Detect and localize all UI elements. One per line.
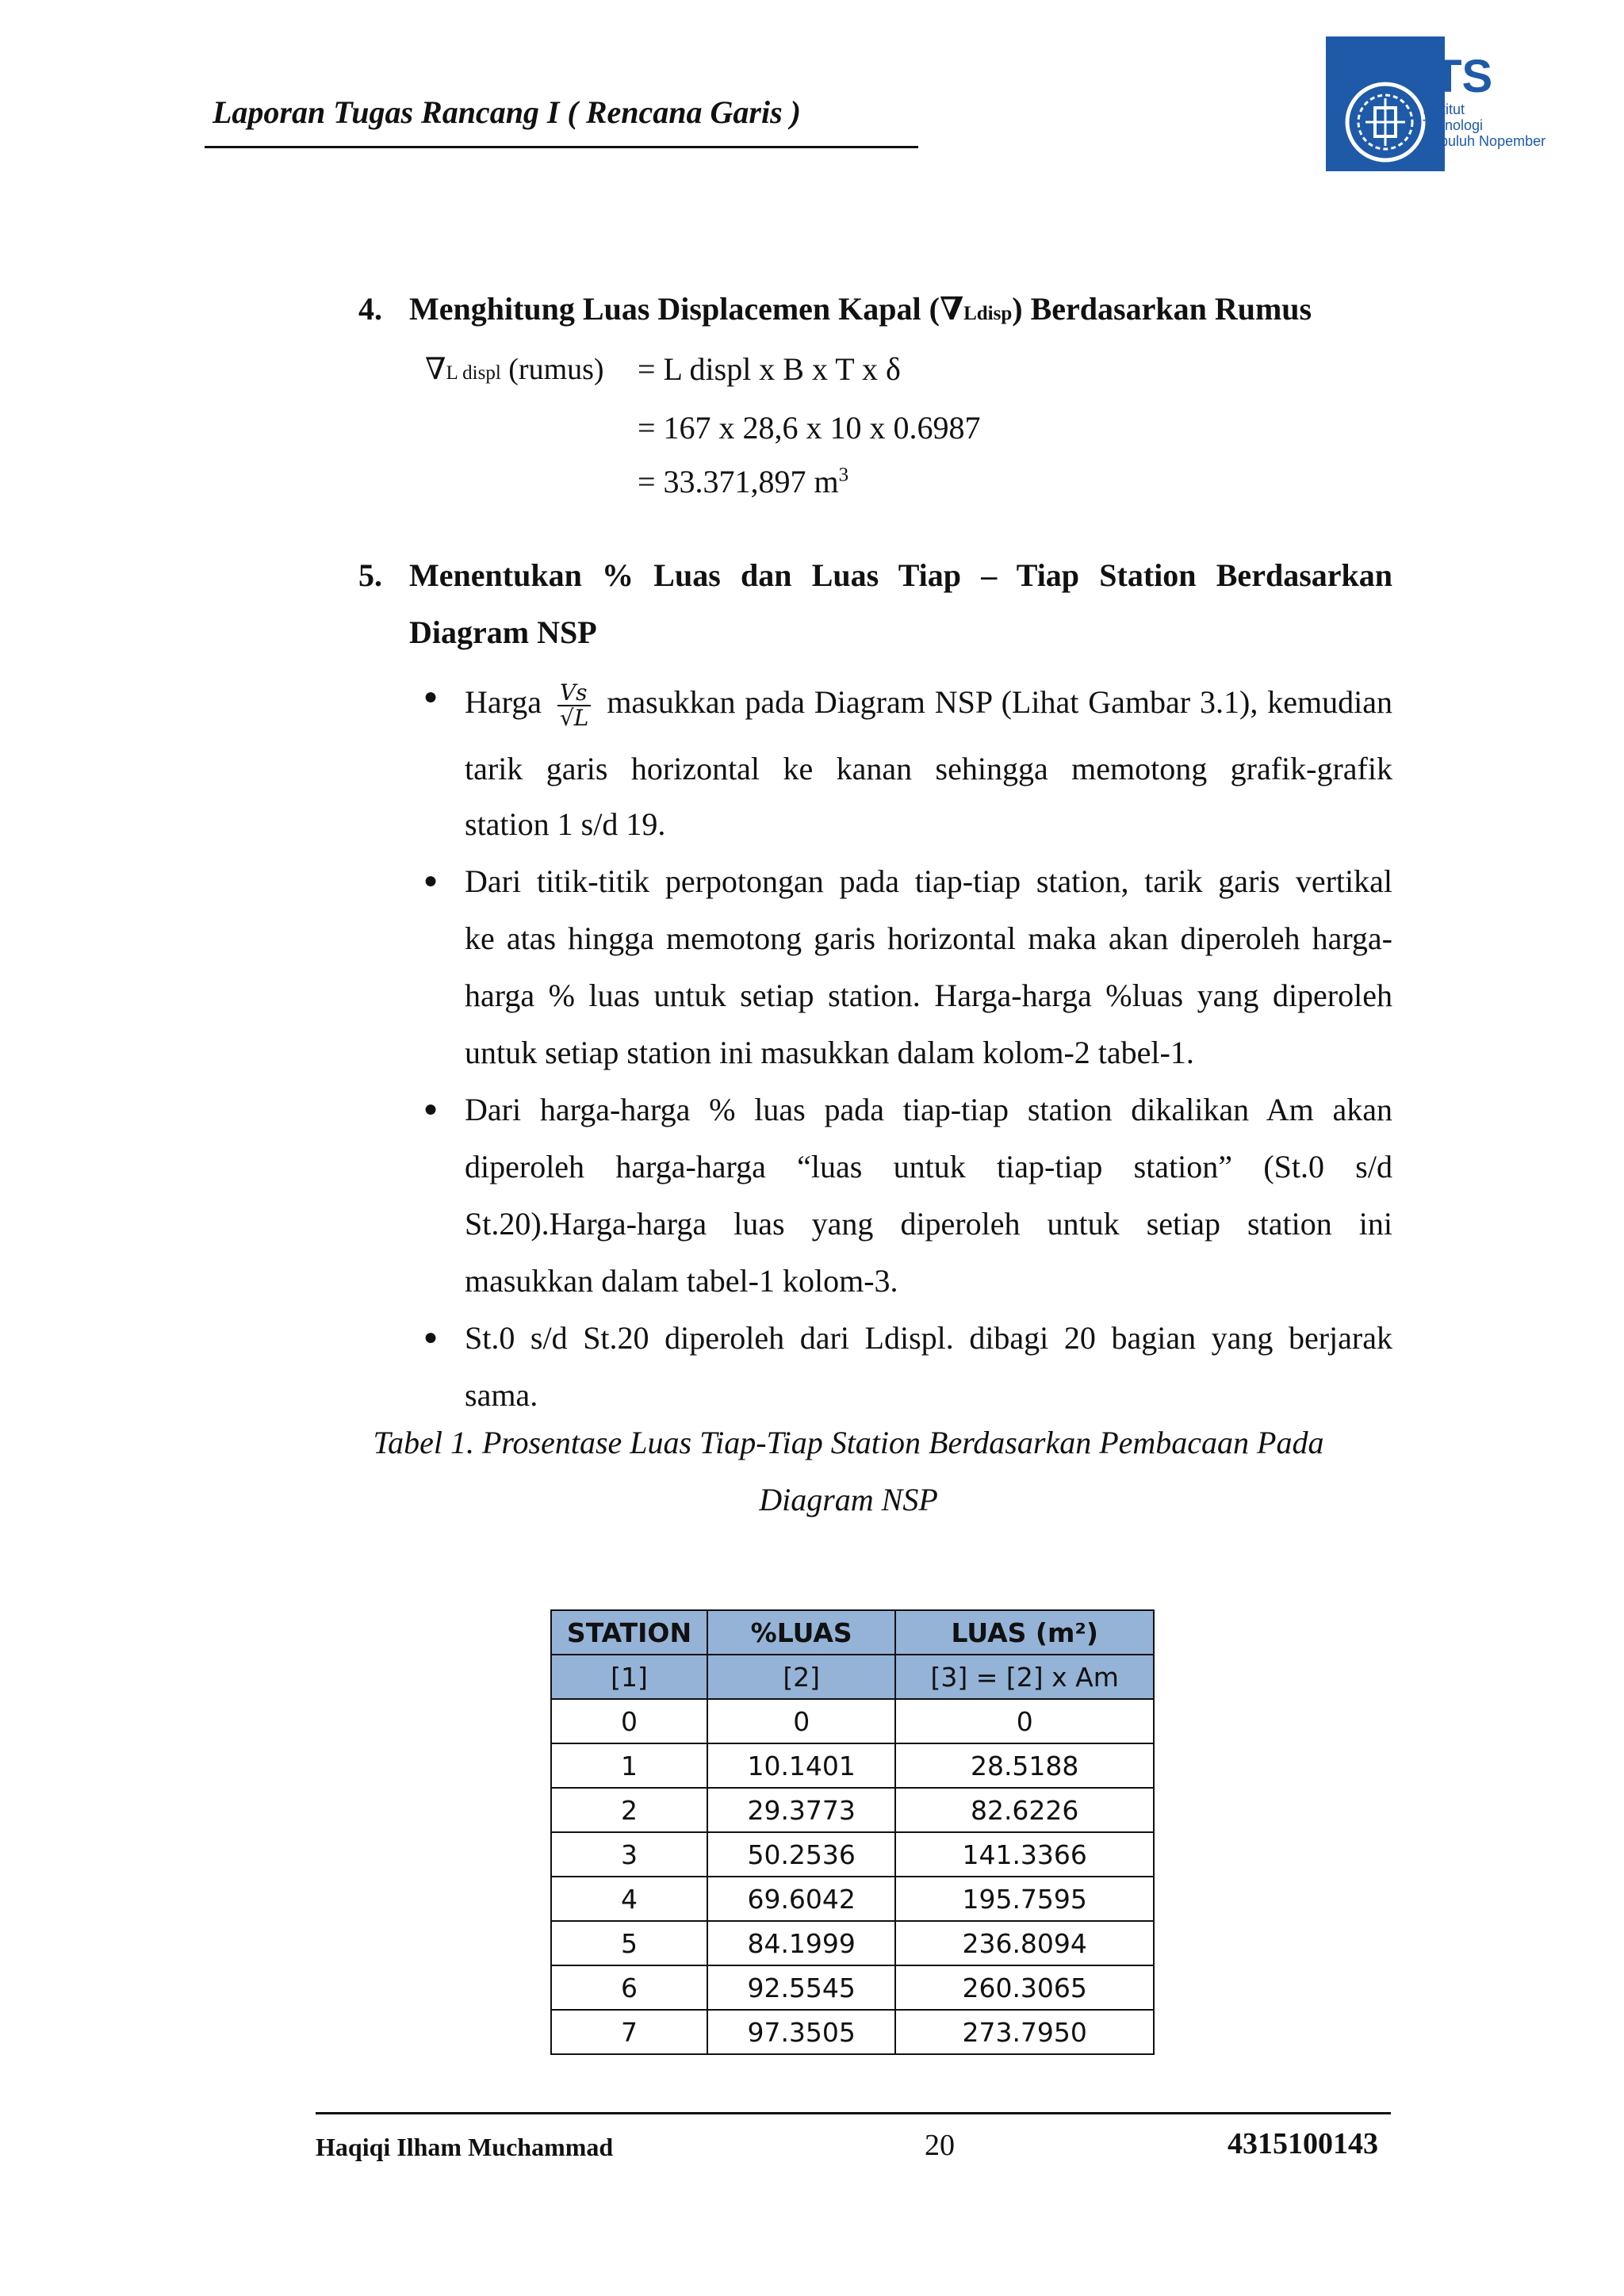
cell-area: 195.7595: [895, 1877, 1154, 1921]
cell-station: 3: [551, 1832, 707, 1877]
page-number: 20: [925, 2129, 955, 2162]
bullet-2-line-2: ke atas hingga memotong garis horizontal maka akan diperoleh harga-: [465, 920, 1392, 956]
bullet-1-line-1: [465, 671, 1392, 734]
table-row: [551, 1921, 1154, 1965]
formula-lhs-rest: (rumus): [500, 353, 604, 386]
bullet-2-line-4: untuk setiap station ini masukkan dalam kolom-2 tabel-1.: [465, 1035, 1194, 1070]
cell-percent: 0: [707, 1699, 895, 1743]
cell-station: 5: [551, 1921, 707, 1965]
formula-result: = 33.371,897 m: [638, 464, 839, 499]
cell-station: 4: [551, 1877, 707, 1921]
table-row: [551, 2010, 1154, 2054]
bullet-1-line-2: tarik garis horizontal ke kanan sehingga memotong grafik-grafik: [465, 751, 1392, 786]
footer-student-id: 4315100143: [1228, 2127, 1378, 2160]
header-percent-area: %LUAS: [707, 1610, 895, 1655]
bullet-4-line-1: St.0 s/d St.20 diperoleh dari Ldispl. dibagi 20 bagian yang berjarak: [465, 1320, 1392, 1356]
table-header-row: [551, 1610, 1154, 1655]
bullet-1-rest: masukkan pada Diagram NSP (Lihat Gambar 3.1), kemudian: [607, 684, 1392, 720]
formula-result-sup: 3: [838, 464, 849, 486]
table-row: [551, 1832, 1154, 1877]
bullet-3-line-4: masukkan dalam tabel-1 kolom-3.: [465, 1263, 898, 1299]
table-row: [551, 1743, 1154, 1788]
fraction-denominator: √L: [559, 704, 589, 731]
section-5-heading-line-2: Diagram NSP: [409, 614, 597, 650]
logo-sub-3: Sepuluh Nopember: [1423, 133, 1546, 149]
subheader-3: [3] = [2] x Am: [895, 1655, 1154, 1699]
cell-area: 260.3065: [895, 1965, 1154, 2010]
bullet-2-line-3: harga % luas untuk setiap station. Harga-harga %luas yang diperoleh: [465, 978, 1392, 1013]
cell-station: 1: [551, 1743, 707, 1788]
table-subheader-row: [551, 1655, 1154, 1699]
its-logo: [1326, 36, 1556, 171]
formula-line-3: [638, 453, 848, 511]
cell-area: 141.3366: [895, 1832, 1154, 1877]
cell-station: 0: [551, 1699, 707, 1743]
cell-percent: 69.6042: [707, 1877, 895, 1921]
bullet-1-line-3: station 1 s/d 19.: [465, 806, 666, 842]
bullet-3-line-3: St.20).Harga-harga luas yang diperoleh untuk setiap station ini: [465, 1206, 1392, 1242]
section-5-number: 5.: [358, 557, 382, 593]
station-area-table: [550, 1609, 1155, 2055]
cell-percent: 92.5545: [707, 1965, 895, 2010]
bullet-1-harga: Harga: [465, 684, 542, 720]
cell-area: 273.7950: [895, 2010, 1154, 2054]
cell-station: 7: [551, 2010, 707, 2054]
bullet-3-line-1: Dari harga-harga % luas pada tiap-tiap station dikalikan Am akan: [465, 1092, 1392, 1127]
table-caption-line-1: Tabel 1. Prosentase Luas Tiap-Tiap Station Berdasarkan Pembacaan Pada: [373, 1425, 1324, 1460]
header-rule: [205, 146, 918, 148]
cell-area: 28.5188: [895, 1743, 1154, 1788]
logo-sub-1: Institut: [1423, 101, 1465, 117]
cell-area: 82.6226: [895, 1788, 1154, 1832]
cell-station: 2: [551, 1788, 707, 1832]
bullet-4-line-2: sama.: [465, 1377, 538, 1413]
cell-area: 236.8094: [895, 1921, 1154, 1965]
cell-percent: 50.2536: [707, 1832, 895, 1877]
cell-percent: 84.1999: [707, 1921, 895, 1965]
vs-sqrt-l-fraction: [557, 681, 591, 730]
logo-text: ITS: [1421, 51, 1493, 102]
section-4-number: 4.: [358, 291, 382, 327]
formula-line-2: = 167 x 28,6 x 10 x 0.6987: [638, 410, 981, 446]
nabla-symbol: ∇: [425, 353, 446, 386]
section-4-heading: [409, 290, 1392, 327]
table-row: [551, 1788, 1154, 1832]
table-row: [551, 1699, 1154, 1743]
report-title: Laporan Tugas Rancang I ( Rencana Garis ): [213, 94, 801, 130]
formula-line-1: = L displ x B x T x δ: [638, 351, 901, 387]
logo-sub-2: Teknologi: [1423, 117, 1484, 133]
fraction-numerator: Vs: [557, 681, 591, 706]
cell-station: 6: [551, 1965, 707, 2010]
header-area: LUAS (m²): [895, 1610, 1154, 1655]
cell-area: 0: [895, 1699, 1154, 1743]
table-caption-line-2: Diagram NSP: [759, 1482, 938, 1517]
section-4-heading-b: ) Berdasarkan Rumus: [1012, 291, 1312, 327]
bullet-2-line-1: Dari titik-titik perpotongan pada tiap-tiap station, tarik garis vertikal: [465, 863, 1392, 899]
section-4-heading-a: Menghitung Luas Displacemen Kapal (∇: [409, 291, 964, 327]
table-row: [551, 1965, 1154, 2010]
section-4-heading-sub: Ldisp: [963, 303, 1013, 324]
table-row: [551, 1877, 1154, 1921]
footer-rule: [316, 2112, 1391, 2114]
formula-lhs-sub: L displ: [446, 362, 501, 384]
header-station: STATION: [551, 1610, 707, 1655]
formula-lhs: [425, 341, 604, 402]
cell-percent: 10.1401: [707, 1743, 895, 1788]
cell-percent: 97.3505: [707, 2010, 895, 2054]
cell-percent: 29.3773: [707, 1788, 895, 1832]
footer-author: Haqiqi Ilham Muchammad: [316, 2133, 614, 2161]
subheader-1: [1]: [551, 1655, 707, 1699]
bullet-3-line-2: diperoleh harga-harga “luas untuk tiap-tiap station” (St.0 s/d: [465, 1149, 1392, 1184]
subheader-2: [2]: [707, 1655, 895, 1699]
section-5-heading-line-1: Menentukan % Luas dan Luas Tiap – Tiap Station Berdasarkan: [409, 557, 1392, 593]
